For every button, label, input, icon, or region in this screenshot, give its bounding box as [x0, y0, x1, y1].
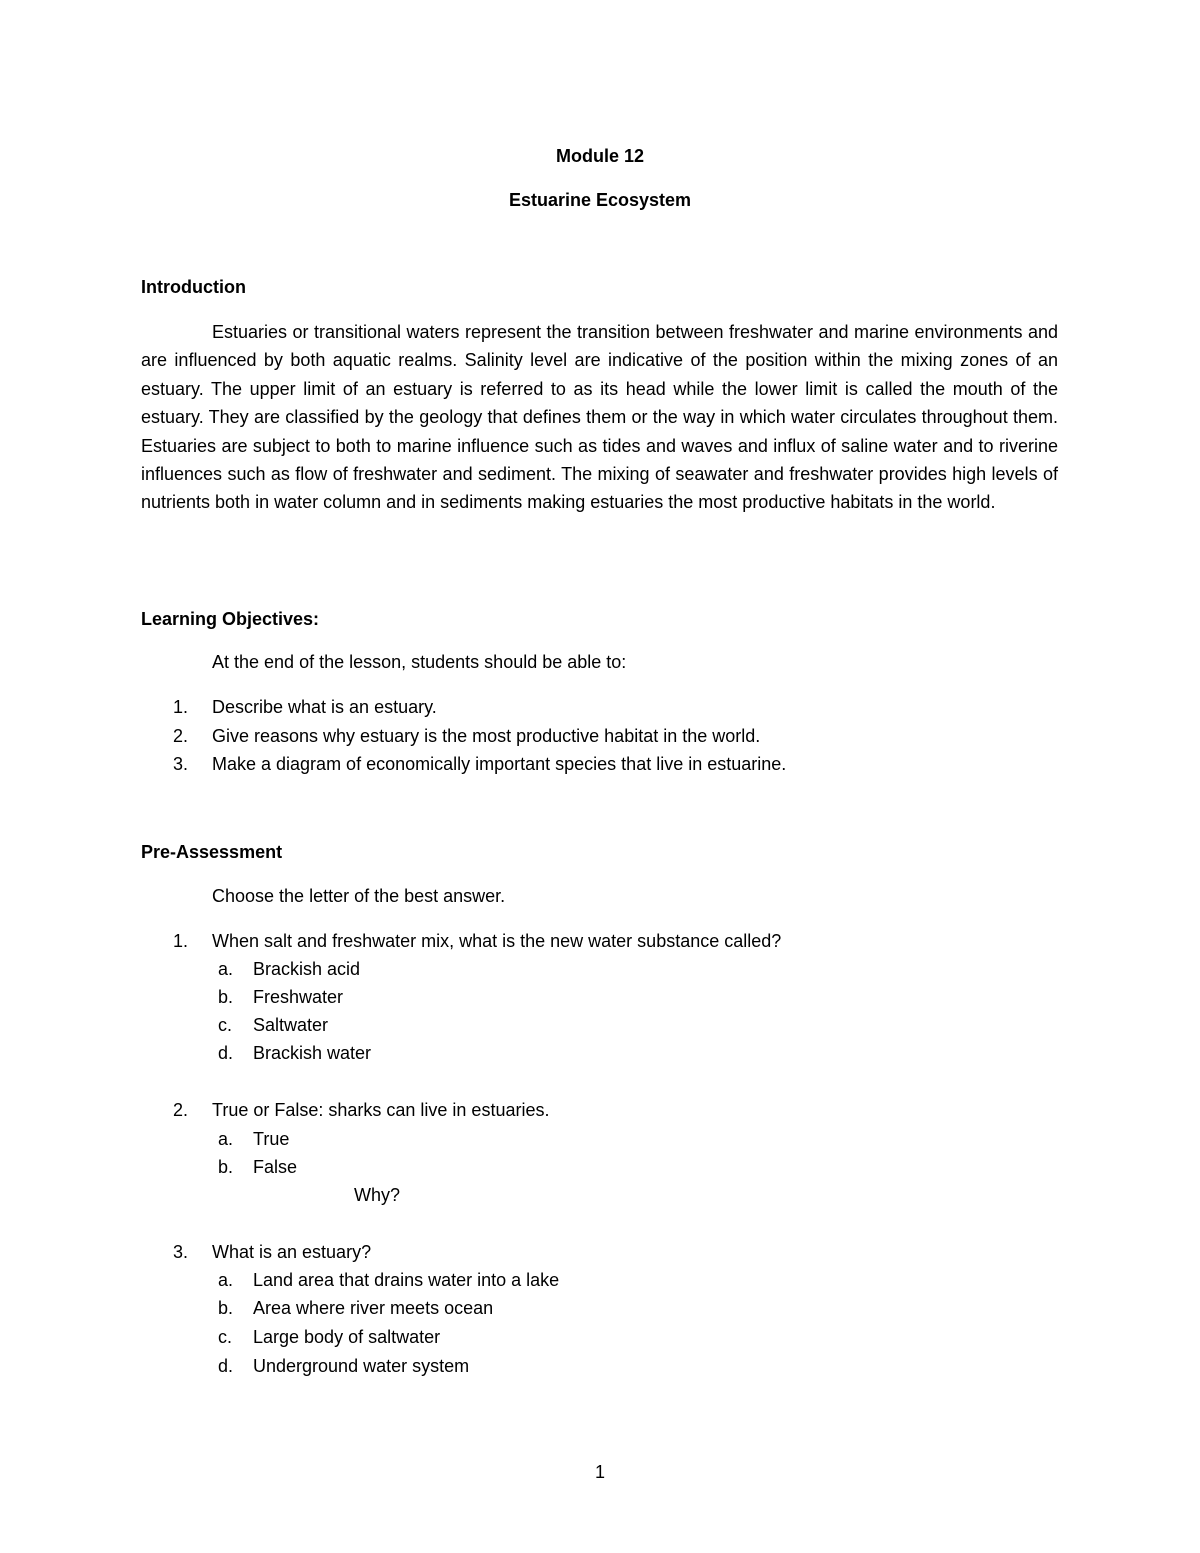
pre-assessment-heading: Pre-Assessment: [141, 842, 283, 862]
module-title: Module 12: [555, 146, 644, 166]
option-text: Area where river meets ocean: [253, 1298, 494, 1318]
pre-assessment-instruction: Choose the letter of the best answer.: [212, 886, 506, 906]
option-letter: a.: [218, 1129, 234, 1149]
question-text: When salt and freshwater mix, what is the new water substance called?: [212, 931, 782, 951]
page-number: 1: [594, 1462, 605, 1482]
question-text: True or False: sharks can live in estuaries.: [212, 1100, 550, 1120]
list-item-text: Make a diagram of economically important species that live in estuarine.: [212, 754, 787, 774]
option-letter: d.: [218, 1043, 234, 1063]
list-item-number: 2.: [173, 726, 189, 746]
option-letter: a.: [218, 1270, 234, 1290]
option-text: Freshwater: [253, 987, 344, 1007]
objectives-lead: At the end of the lesson, students should be able to:: [212, 652, 627, 672]
question-number: 1.: [173, 931, 189, 951]
option-text: Land area that drains water into a lake: [253, 1270, 560, 1290]
option-text: Brackish acid: [253, 959, 361, 979]
option-letter: c.: [218, 1327, 233, 1347]
option-letter: b.: [218, 1298, 234, 1318]
list-item-text: Describe what is an estuary.: [212, 697, 437, 717]
option-text: True: [253, 1129, 290, 1149]
list-item-number: 1.: [173, 697, 189, 717]
introduction-paragraph: Estuaries or transitional waters represent the transition between freshwater and marine environments and are influenced by both aquatic realms. Salinity level are indicative of the position within the mixing zones of an estuary. The upper limit of an estuary is referred to as its head while the lower limit is called the mouth of the estuary. They are classified by the geology that defines them or the way in which water circulates throughout them. Estuaries are subject to both to marine influence such as tides and waves and influx of saline water and to riverine influences such as flow of freshwater and sediment. The mixing of seawater and freshwater provides high levels of nutrients both in water column and in sediments making estuaries the most productive habitats in the world.: [141, 322, 1058, 513]
objectives-heading: Learning Objectives:: [141, 609, 320, 629]
list-item-text: Give reasons why estuary is the most productive habitat in the world.: [212, 726, 761, 746]
introduction-heading: Introduction: [141, 277, 246, 297]
question-followup: Why?: [354, 1185, 401, 1205]
question-text: What is an estuary?: [212, 1242, 372, 1262]
question-number: 2.: [173, 1100, 189, 1120]
option-text: Brackish water: [253, 1043, 372, 1063]
option-letter: a.: [218, 959, 234, 979]
option-letter: c.: [218, 1015, 233, 1035]
option-letter: b.: [218, 987, 234, 1007]
option-text: False: [253, 1157, 298, 1177]
module-subtitle: Estuarine Ecosystem: [508, 190, 692, 210]
option-text: Underground water system: [253, 1356, 470, 1376]
list-item-number: 3.: [173, 754, 189, 774]
option-letter: b.: [218, 1157, 234, 1177]
option-text: Large body of saltwater: [253, 1327, 441, 1347]
question-number: 3.: [173, 1242, 189, 1262]
option-letter: d.: [218, 1356, 234, 1376]
option-text: Saltwater: [253, 1015, 329, 1035]
